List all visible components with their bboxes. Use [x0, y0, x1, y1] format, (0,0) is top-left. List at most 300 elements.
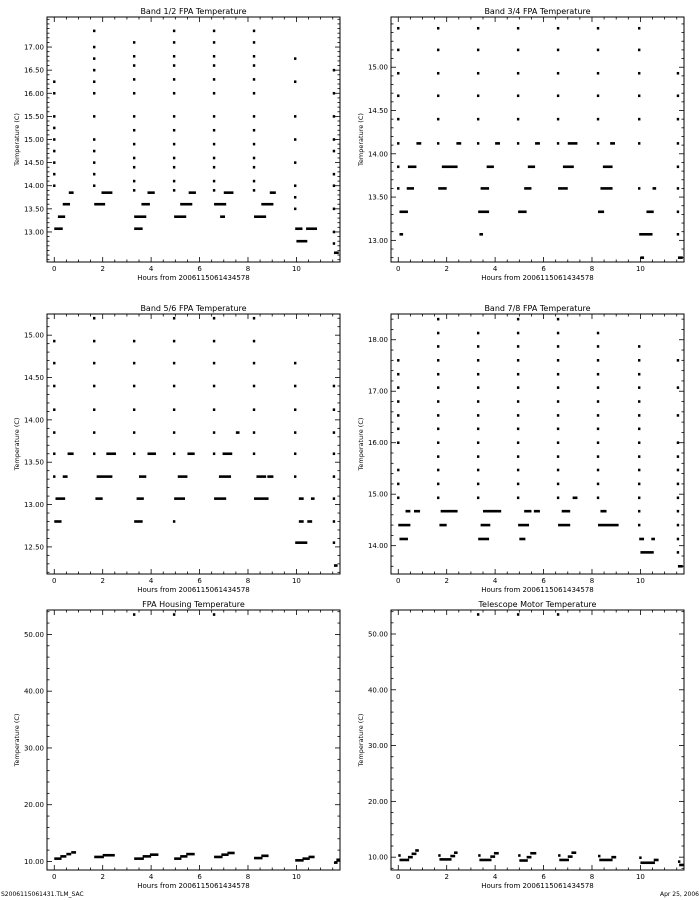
data-point [557, 497, 559, 500]
data-segment [678, 256, 683, 259]
data-point [253, 92, 255, 95]
data-segment [334, 861, 338, 864]
data-point [397, 187, 399, 190]
data-point [638, 27, 640, 30]
data-segment [214, 497, 226, 500]
data-point [677, 118, 679, 121]
data-point [213, 431, 215, 434]
data-point [557, 72, 559, 75]
data-point [213, 55, 215, 58]
chart-panel-3 [13, 304, 340, 594]
data-point [173, 189, 175, 192]
data-segment [456, 142, 461, 145]
data-point [333, 150, 335, 153]
data-point [437, 118, 439, 121]
data-segment [295, 227, 302, 230]
data-point [173, 317, 175, 320]
data-point [437, 27, 439, 30]
data-point [93, 69, 95, 72]
data-segment [134, 520, 142, 523]
chart-panel-6 [357, 600, 684, 890]
data-point [477, 483, 479, 486]
data-segment [334, 564, 338, 567]
y-axis-label: Temperature (C) [357, 713, 365, 767]
data-segment [399, 859, 409, 862]
data-segment [141, 203, 149, 206]
data-segment [524, 187, 531, 190]
data-point [253, 157, 255, 160]
data-segment [306, 227, 317, 230]
data-point [437, 49, 439, 52]
x-tick-label: 0 [396, 873, 401, 881]
data-point [253, 340, 255, 343]
x-tick-label: 0 [52, 577, 57, 585]
data-segment [95, 497, 102, 500]
data-point [133, 64, 135, 67]
y-tick-label: 14.00 [367, 542, 388, 551]
data-point [597, 118, 599, 121]
data-segment [495, 142, 500, 145]
data-point [677, 210, 679, 213]
data-segment [530, 852, 536, 855]
data-segment [60, 855, 66, 858]
data-point [597, 345, 599, 348]
data-point [213, 30, 215, 33]
data-point [557, 142, 559, 145]
data-segment [220, 215, 225, 218]
data-point [677, 483, 679, 486]
data-segment [407, 187, 414, 190]
data-point [638, 345, 640, 348]
data-segment [598, 855, 600, 858]
data-point [133, 143, 135, 146]
data-segment [180, 855, 187, 858]
x-tick-label: 4 [148, 873, 154, 881]
x-axis-label: Hours from 2006115061434578 [481, 882, 594, 890]
data-point [253, 431, 255, 434]
x-tick-label: 6 [197, 873, 202, 881]
data-segment [173, 520, 175, 523]
data-segment [214, 203, 226, 206]
data-point [677, 455, 679, 458]
data-point [213, 362, 215, 365]
y-tick-label: 20.00 [23, 801, 44, 810]
data-segment [307, 520, 312, 523]
data-segment [58, 215, 65, 218]
data-segment [571, 851, 576, 854]
y-tick-label: 14.00 [367, 150, 388, 159]
data-point [93, 115, 95, 118]
data-point [93, 161, 95, 164]
data-segment [519, 538, 525, 541]
data-segment [518, 210, 526, 213]
y-tick-label: 13.50 [367, 193, 388, 202]
x-tick-label: 10 [635, 265, 645, 273]
data-point [253, 189, 255, 192]
chart-title: Band 5/6 FPA Temperature [140, 304, 247, 313]
y-axis-label: Temperature (C) [13, 713, 21, 767]
data-segment [558, 854, 560, 857]
data-segment [296, 240, 307, 243]
data-point [517, 373, 519, 376]
data-point [253, 452, 255, 455]
data-point [133, 92, 135, 95]
data-point [477, 373, 479, 376]
data-segment [54, 227, 62, 230]
y-tick-label: 13.00 [23, 228, 44, 237]
x-tick-label: 2 [100, 265, 105, 273]
data-segment [134, 215, 146, 218]
y-tick-label: 10.00 [23, 857, 44, 866]
data-point [677, 165, 679, 168]
data-point [133, 166, 135, 169]
data-segment [519, 859, 527, 862]
data-segment [494, 852, 499, 855]
data-point [477, 49, 479, 52]
data-point [333, 541, 335, 544]
data-point [557, 373, 559, 376]
data-point [213, 115, 215, 118]
data-point [133, 157, 135, 160]
data-point [677, 187, 679, 190]
data-point [638, 400, 640, 403]
plot-frame [391, 610, 684, 870]
data-segment [651, 538, 655, 541]
y-tick-label: 17.00 [23, 43, 44, 52]
data-point [294, 431, 296, 434]
data-segment [174, 215, 186, 218]
data-segment [558, 187, 568, 190]
data-segment [534, 510, 540, 513]
data-point [213, 129, 215, 132]
data-point [477, 94, 479, 97]
data-segment [254, 215, 266, 218]
data-point [133, 408, 135, 411]
data-point [677, 510, 679, 513]
x-tick-label: 8 [589, 873, 595, 881]
x-tick-label: 2 [444, 265, 449, 273]
data-point [133, 340, 135, 343]
x-tick-label: 0 [52, 873, 57, 881]
data-segment [479, 859, 491, 862]
data-point [677, 233, 679, 236]
source-file-label: S2006115061431.TLM_SAC [1, 891, 84, 898]
data-point [638, 118, 640, 121]
data-segment [518, 854, 520, 857]
data-point [557, 469, 559, 472]
data-point [638, 469, 640, 472]
y-tick-label: 13.50 [23, 205, 44, 214]
data-point [638, 49, 640, 52]
data-point [53, 385, 55, 388]
data-point [53, 362, 55, 365]
data-point [638, 72, 640, 75]
data-segment [654, 859, 659, 862]
data-point [437, 72, 439, 75]
data-point [397, 386, 399, 389]
x-axis-label: Hours from 2006115061434578 [137, 586, 250, 594]
data-point [597, 373, 599, 376]
data-point [53, 115, 55, 118]
data-segment [610, 142, 615, 145]
data-point [638, 483, 640, 486]
data-segment [139, 475, 146, 478]
data-point [173, 166, 175, 169]
data-segment [398, 854, 400, 857]
data-point [173, 78, 175, 81]
data-point [557, 428, 559, 431]
data-point [477, 345, 479, 348]
data-point [93, 184, 95, 187]
data-point [173, 30, 175, 33]
data-point [133, 189, 135, 192]
data-point [677, 386, 679, 389]
data-point [437, 400, 439, 403]
data-point [477, 428, 479, 431]
data-segment [309, 856, 315, 859]
y-tick-label: 15.00 [23, 136, 44, 144]
data-point [397, 118, 399, 121]
y-tick-label: 14.00 [23, 182, 44, 191]
data-point [477, 27, 479, 30]
data-point [557, 27, 559, 30]
data-point [213, 385, 215, 388]
data-point [597, 497, 599, 500]
data-segment [478, 210, 489, 213]
data-point [557, 345, 559, 348]
data-point [437, 497, 439, 500]
data-point [53, 80, 55, 83]
y-tick-label: 15.00 [367, 490, 388, 499]
data-point [477, 414, 479, 417]
data-point [437, 386, 439, 389]
data-point [597, 142, 599, 145]
x-tick-label: 6 [197, 577, 202, 585]
data-point [397, 469, 399, 472]
data-point [638, 386, 640, 389]
data-point [213, 408, 215, 411]
data-point [517, 72, 519, 75]
data-point [397, 142, 399, 145]
y-tick-label: 17.00 [367, 387, 388, 396]
data-segment [524, 510, 531, 513]
data-point [437, 359, 439, 362]
data-segment [180, 203, 192, 206]
data-point [677, 94, 679, 97]
data-segment [646, 210, 653, 213]
x-axis-label: Hours from 2006115061434578 [481, 274, 594, 282]
data-point [597, 428, 599, 431]
data-segment [299, 497, 304, 500]
x-tick-label: 4 [148, 265, 154, 273]
data-point [477, 386, 479, 389]
data-segment [600, 510, 606, 513]
y-tick-label: 10.00 [367, 853, 388, 862]
data-point [53, 408, 55, 411]
data-segment [398, 524, 410, 527]
data-point [173, 362, 175, 365]
data-segment [598, 210, 604, 213]
data-point [173, 92, 175, 95]
data-segment [147, 191, 154, 194]
data-point [677, 359, 679, 362]
data-segment [134, 857, 144, 860]
data-point [93, 431, 95, 434]
x-tick-label: 0 [396, 577, 401, 585]
data-point [557, 94, 559, 97]
data-segment [415, 849, 419, 852]
data-point [597, 72, 599, 75]
y-tick-label: 40.00 [23, 687, 44, 696]
data-segment [187, 452, 194, 455]
x-tick-label: 6 [541, 265, 546, 273]
x-axis-label: Hours from 2006115061434578 [481, 586, 594, 594]
data-point [53, 138, 55, 141]
data-point [294, 138, 296, 141]
data-point [397, 483, 399, 486]
data-segment [63, 475, 68, 478]
chart-title: Telescope Motor Temperature [478, 600, 597, 609]
data-point [517, 332, 519, 335]
data-segment [478, 854, 480, 857]
data-point [677, 551, 679, 554]
data-point [517, 49, 519, 52]
data-point [437, 455, 439, 458]
data-point [253, 166, 255, 169]
data-segment [336, 858, 340, 861]
data-point [333, 69, 335, 72]
chart-panel-2 [357, 7, 684, 282]
data-point [133, 115, 135, 118]
x-tick-label: 10 [291, 577, 301, 585]
data-point [677, 142, 679, 145]
data-point [437, 414, 439, 417]
data-point [638, 414, 640, 417]
data-point [213, 157, 215, 160]
data-point [133, 78, 135, 81]
data-point [333, 475, 335, 478]
data-point [597, 469, 599, 472]
data-segment [481, 524, 491, 527]
data-segment [66, 853, 71, 856]
data-point [333, 138, 335, 141]
y-tick-label: 40.00 [367, 686, 388, 695]
data-point [133, 180, 135, 183]
x-axis-label: Hours from 2006115061434578 [137, 882, 250, 890]
data-point [677, 497, 679, 500]
data-segment [261, 855, 268, 858]
data-segment [478, 538, 489, 541]
data-point [253, 317, 255, 320]
data-segment [481, 187, 489, 190]
data-segment [639, 233, 652, 236]
data-point [397, 359, 399, 362]
data-point [133, 41, 135, 44]
data-segment [54, 857, 61, 860]
data-point [333, 520, 335, 523]
data-point [173, 385, 175, 388]
x-tick-label: 8 [245, 873, 251, 881]
data-segment [518, 524, 529, 527]
data-segment [454, 851, 458, 854]
y-tick-label: 15.00 [23, 331, 44, 340]
data-point [638, 94, 640, 97]
data-segment [174, 497, 185, 500]
data-segment [256, 475, 266, 478]
data-point [517, 359, 519, 362]
chart-title: Band 3/4 FPA Temperature [484, 7, 591, 16]
chart-panel-1 [13, 7, 340, 282]
y-tick-label: 16.50 [23, 66, 44, 75]
data-point [638, 510, 640, 513]
data-segment [174, 857, 181, 860]
data-segment [563, 165, 574, 168]
data-point [93, 340, 95, 343]
data-point [638, 142, 640, 145]
chart-title: Band 1/2 FPA Temperature [140, 7, 247, 16]
data-point [173, 408, 175, 411]
data-point [294, 362, 296, 365]
data-point [93, 80, 95, 83]
data-point [397, 72, 399, 75]
x-tick-label: 6 [541, 873, 546, 881]
report-date-label: Apr 25, 2006 [659, 891, 699, 898]
data-point [517, 400, 519, 403]
data-point [397, 373, 399, 376]
data-point [397, 165, 399, 168]
data-segment [439, 524, 446, 527]
data-point [597, 455, 599, 458]
data-point [333, 231, 335, 234]
data-segment [408, 165, 416, 168]
data-segment [528, 165, 535, 168]
data-point [213, 41, 215, 44]
data-segment [134, 227, 142, 230]
data-point [173, 41, 175, 44]
x-tick-label: 4 [492, 265, 498, 273]
y-tick-label: 14.50 [23, 159, 44, 168]
y-axis-label: Temperature (C) [13, 417, 21, 471]
data-point [677, 441, 679, 444]
data-point [294, 161, 296, 164]
data-point [437, 332, 439, 335]
y-tick-label: 16.00 [367, 439, 388, 448]
chart-title: Band 7/8 FPA Temperature [484, 304, 591, 313]
data-segment [483, 510, 491, 513]
y-tick-label: 13.00 [367, 236, 388, 245]
y-tick-label: 14.50 [23, 374, 44, 383]
data-point [397, 441, 399, 444]
x-tick-label: 10 [635, 873, 645, 881]
data-point [477, 455, 479, 458]
data-segment [106, 452, 116, 455]
plot-frame [47, 610, 340, 870]
data-point [294, 196, 296, 199]
data-point [638, 524, 640, 527]
data-point [333, 208, 335, 211]
data-point [597, 49, 599, 52]
data-point [213, 189, 215, 192]
data-point [173, 129, 175, 132]
data-point [517, 441, 519, 444]
data-point [333, 92, 335, 95]
data-point [517, 318, 519, 321]
data-point [213, 143, 215, 146]
data-segment [640, 256, 644, 259]
data-segment [640, 551, 653, 554]
data-segment [639, 856, 641, 859]
data-point [677, 72, 679, 75]
